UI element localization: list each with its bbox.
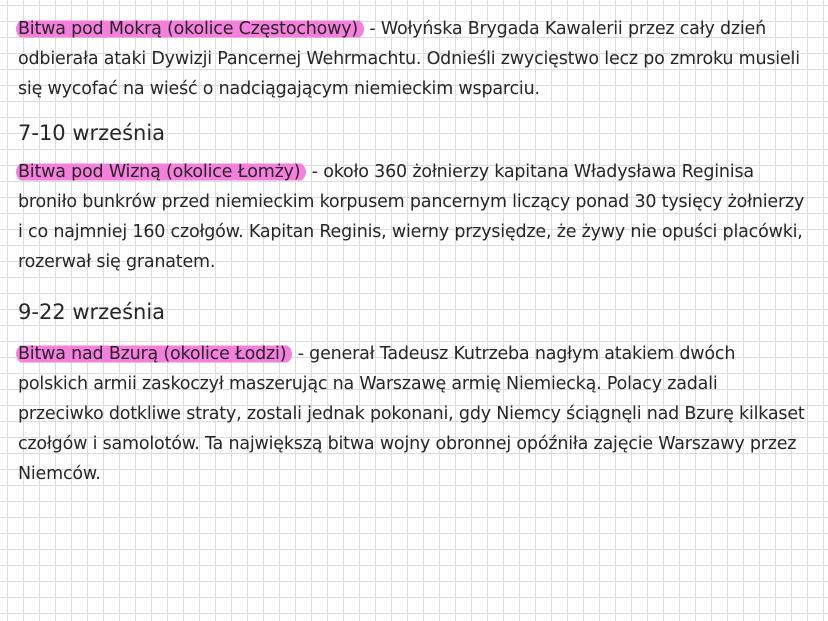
battle-bzura-text: - generał Tadeusz Kutrzeba nagłym atakiem dwóch polskich armii zaskoczył maszerując na Warszawę armię Niemiecką. Polacy zadali przeciwko dotkliwe straty, zostali jednak pokonani, gdy Niemcy ściągnęli nad Bzurę kilkaset czołgów i samolotów. Ta największą bitwa wojny obronnej opóźniła zajęcie Warszawy przez Niemców.: [18, 344, 805, 484]
battle-wizna-highlight: Bitwa pod Wizną (okolice Łomży): [16, 162, 306, 182]
battle-mokra-highlight: Bitwa pod Mokrą (okolice Częstochowy): [16, 19, 364, 39]
battle-mokra-paragraph: [18, 14, 808, 104]
battle-bzura-paragraph: [18, 339, 808, 489]
battle-wizna-paragraph: [18, 157, 808, 277]
date-heading-9-22: 9-22 września: [18, 300, 166, 324]
date-heading-7-10: 7-10 września: [18, 121, 166, 145]
battle-wizna-text: - około 360 żołnierzy kapitana Władysława Reginisa broniło bunkrów przed niemieckim korpusem pancernym liczący ponad 30 tysięcy żołnierzy i co najmniej 160 czołgów. Kapitan Reginis, wierny przysiędze, że żywy nie opuści placówki, rozerwał się granatem.: [18, 162, 805, 272]
battle-mokra-text: - Wołyńska Brygada Kawalerii przez cały dzień odbierała ataki Dywizji Pancernej Wehrmachtu. Odnieśli zwycięstwo lecz po zmroku musieli się wycofać na wieść o nadciągającym niemieckim wsparciu.: [18, 19, 800, 99]
battle-bzura-highlight: Bitwa nad Bzurą (okolice Łodzi): [16, 344, 292, 364]
